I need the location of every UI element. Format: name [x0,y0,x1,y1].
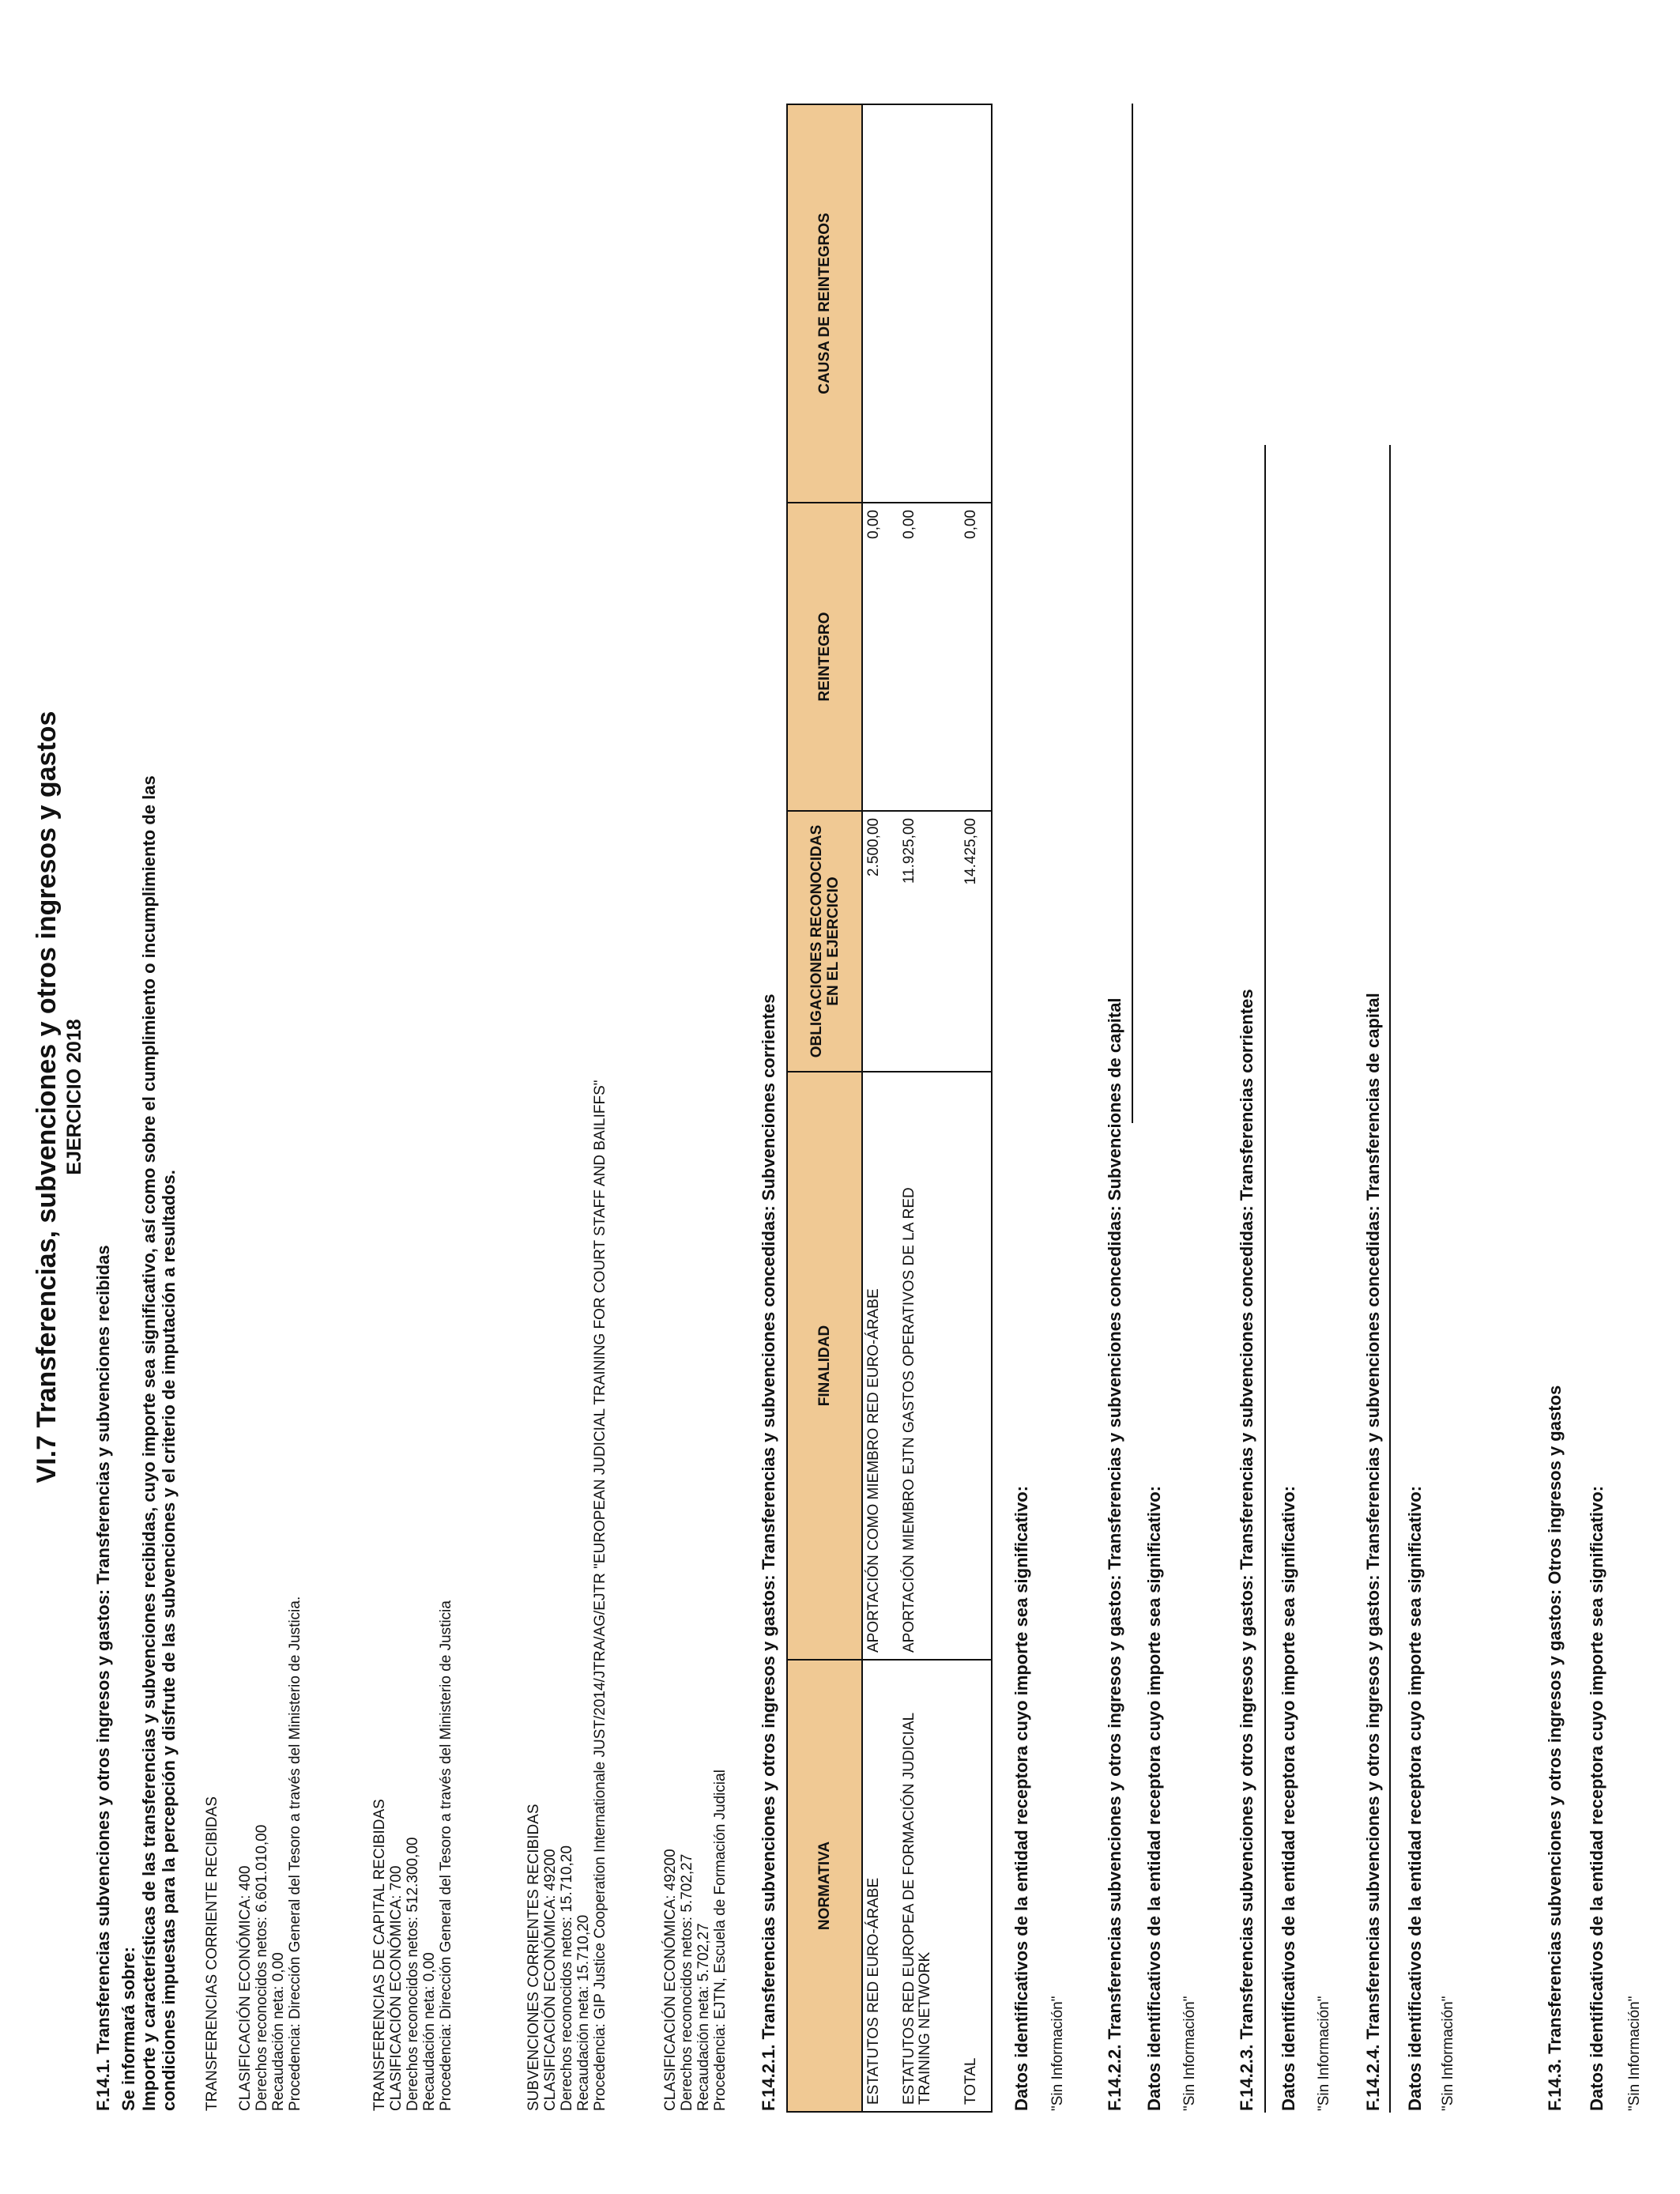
col-finalidad-header: FINALIDAD [787,1072,862,1660]
cell-finalidad: APORTACIÓN MIEMBRO EJTN GASTOS OPERATIVOS DE LA RED [898,1072,960,1660]
col-obligaciones-header: OBLIGACIONES RECONOCIDAS EN EL EJERCICIO [787,811,862,1072]
block-line: TRANSFERENCIAS CORRIENTE RECIBIDAS [204,1796,220,2111]
block-line: Recaudación neta: 5.702,27 [695,1923,712,2111]
datos-label-f143: Datos identificativos de la entidad receptora cuyo importe sea significativo: [1587,1486,1607,2111]
cell-obligaciones: 11.925,00 [898,811,960,1072]
table-row [898,104,960,2112]
block-line: CLASIFICACIÓN ECONÓMICA: 700 [388,1865,405,2111]
cell-finalidad: APORTACIÓN COMO MIEMBRO RED EURO-ÁRABE [862,1072,898,1660]
sin-informacion-f1422: "Sin Información" [1181,1996,1198,2111]
intro-label: Se informará sobre: [119,1947,138,2111]
cell-normativa: ESTATUTOS RED EURO-ÁRABE [862,1660,898,2112]
datos-label-f1423: Datos identificativos de la entidad receptora cuyo importe sea significativo: [1279,1486,1298,2111]
page-title: VI.7 Transferencias, subvenciones y otros ingresos y gastos [32,711,62,1483]
block-line: Procedencia: Dirección General del Tesoro a través del Ministerio de Justicia. [287,1596,303,2111]
sin-informacion-f1421: "Sin Información" [1049,1996,1066,2111]
divider-line [1132,104,1133,1123]
table-row-total [960,104,992,2112]
datos-label-f1424: Datos identificativos de la entidad receptora cuyo importe sea significativo: [1405,1486,1425,2111]
cell-obligaciones: 14.425,00 [960,811,992,1072]
block-line: Recaudación neta: 0,00 [270,1952,287,2111]
block-line: Derechos reconocidos netos: 5.702,27 [679,1853,695,2111]
sin-informacion-f143: "Sin Información" [1626,1996,1643,2111]
cell-reintegro: 0,00 [862,503,898,811]
block-line: CLASIFICACIÓN ECONÓMICA: 49200 [542,1849,559,2111]
datos-label-f1421: Datos identificativos de la entidad receptora cuyo importe sea significativo: [1011,1486,1031,2111]
block-line: TRANSFERENCIAS DE CAPITAL RECIBIDAS [371,1799,388,2111]
block-line: Procedencia: EJTN, Escuela de Formación Judicial [712,1770,729,2111]
cell-causa [960,104,992,503]
table-row [862,104,898,2112]
divider-line [1389,445,1391,2113]
col-causa-header: CAUSA DE REINTEGROS [787,104,862,503]
block-line: SUBVENCIONES CORRIENTES RECIBIDAS [525,1804,542,2111]
col-normativa-header: NORMATIVA [787,1660,862,2112]
subvenciones-corrientes-table [786,104,993,2113]
divider-line [1264,445,1266,2113]
subvenciones-ejtn-block [662,1770,729,2111]
block-line: Recaudación neta: 15.710,20 [575,1914,592,2111]
block-line: Derechos reconocidos netos: 15.710,20 [559,1845,575,2111]
cell-normativa: ESTATUTOS RED EUROPEA DE FORMACIÓN JUDICIAL TRAINING NETWORK [898,1660,960,2112]
section-heading-f1422: F.14.2.2. Transferencias subvenciones y otros ingresos y gastos: Transferencias y subvenciones concedidas: Subvenciones de capital [1105,997,1124,2111]
section-heading-f1424: F.14.2.4. Transferencias subvenciones y otros ingresos y gastos: Transferencias y subvenciones concedidas: Transferencias de capital [1363,993,1383,2111]
sin-informacion-f1423: "Sin Información" [1316,1996,1332,2111]
sin-informacion-f1424: "Sin Información" [1440,1996,1456,2111]
block-line [220,1596,237,2111]
block-line: CLASIFICACIÓN ECONÓMICA: 400 [237,1865,254,2111]
intro-line-2: condiciones impuestas para la percepción y disfrute de las subvenciones y el criterio de imputación a resultados. [159,1170,179,2111]
block-line: Procedencia: Dirección General del Tesoro a través del Ministerio de Justicia [438,1600,454,2111]
cell-reintegro: 0,00 [898,503,960,811]
datos-label-f1422: Datos identificativos de la entidad receptora cuyo importe sea significativo: [1144,1486,1164,2111]
transferencias-corriente-block [204,1596,303,2111]
page-subtitle: EJERCICIO 2018 [63,1019,85,1175]
cell-finalidad [960,1072,992,1660]
subvenciones-corrientes-block [525,1080,608,2112]
cell-causa [862,104,898,503]
block-line: CLASIFICACIÓN ECONÓMICA: 49200 [662,1849,679,2111]
block-line: Derechos reconocidos netos: 512.300,00 [405,1837,421,2111]
cell-causa [898,104,960,503]
block-line: Recaudación neta: 0,00 [421,1952,438,2111]
cell-normativa: TOTAL [960,1660,992,2112]
block-line: Derechos reconocidos netos: 6.601.010,00 [254,1824,270,2111]
section-heading-f141: F.14.1. Transferencias subvenciones y otros ingresos y gastos: Transferencias y subvenciones recibidas [93,1245,113,2111]
cell-reintegro: 0,00 [960,503,992,811]
section-heading-f143: F.14.3. Transferencias subvenciones y otros ingresos y gastos: Otros ingresos y gastos [1545,1385,1565,2111]
block-line: Procedencia: GIP Justice Cooperation Internationale JUST/2014/JTRA/AG/EJTR "EUROPEAN JUDICIAL TRAINING FOR COURT STAFF AND BAILIFFS" [592,1080,608,2111]
section-heading-f1423: F.14.2.3. Transferencias subvenciones y otros ingresos y gastos: Transferencias y subvenciones concedidas: Transferencias corrientes [1237,989,1256,2111]
transferencias-capital-block [371,1600,454,2111]
col-reintegro-header: REINTEGRO [787,503,862,811]
section-heading-f1421: F.14.2.1. Transferencias subvenciones y otros ingresos y gastos: Transferencias y subvenciones concedidas: Subvenciones corrientes [759,993,778,2111]
cell-obligaciones: 2.500,00 [862,811,898,1072]
intro-line-1: Importe y características de las transferencias y subvenciones recibidas, cuyo importe sea significativo, así como sobre el cumplimiento o incumplimiento de las [139,775,159,2111]
